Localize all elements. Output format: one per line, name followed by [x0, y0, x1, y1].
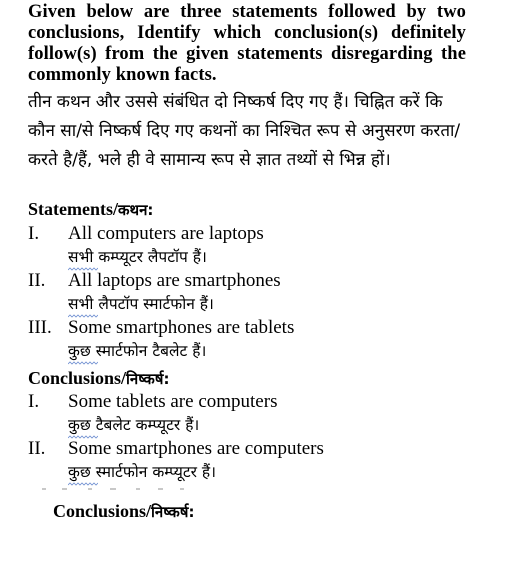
conclusions-heading [28, 367, 169, 390]
question-instructions-hindi: तीन कथन और उससे संबंधित दो निष्कर्ष दिए गए हैं। चिह्नित करें कि कौन सा/से निष्कर्ष दिए गए कथनों का निश्चित रूप से अनुसरण करता/करते है/हैं, भले ही वे सामान्य रूप से ज्ञात तथ्यों से भिन्न हों। [28, 92, 461, 170]
statement-text-hindi: सभी कम्प्यूटर लैपटॉप हैं। [68, 248, 207, 266]
statement-number: III. [28, 317, 52, 338]
statements-heading-hi: कथन: [117, 201, 154, 219]
conclusion-number: I. [28, 391, 40, 412]
conclusion-text-hindi: कुछ स्मार्टफोन कम्प्यूटर हैं। [68, 463, 217, 481]
conclusions-heading-en: Conclusions/ [28, 368, 127, 388]
statement-text-english: All laptops are smartphones [68, 270, 281, 291]
statement-text-hindi: सभी लैपटॉप स्मार्टफोन हैं। [68, 295, 214, 313]
bottom-heading-en: Conclusions/ [53, 501, 152, 521]
conclusion-text-english: Some smartphones are computers [68, 438, 324, 459]
statement-text-english: All computers are laptops [68, 223, 264, 244]
spellcheck-squiggle-icon [68, 361, 98, 365]
conclusion-number: II. [28, 438, 46, 459]
conclusions-heading-repeat [53, 500, 194, 523]
statements-heading-en: Statements/ [28, 199, 118, 219]
bottom-heading-hi: निष्कर्ष: [151, 503, 195, 521]
conclusions-heading-hi: निष्कर्ष: [126, 370, 170, 388]
cropped-text-remnant [40, 486, 190, 492]
question-instructions-english: Given below are three statements followed by two conclusions, Identify which conclusion(s) definitely follow(s) from the given statements disregarding the commonly known facts. [28, 2, 466, 85]
statement-number: I. [28, 223, 40, 244]
statement-number: II. [28, 270, 46, 291]
statement-text-english: Some smartphones are tablets [68, 317, 295, 338]
conclusion-text-hindi: कुछ टैबलेट कम्प्यूटर हैं। [68, 416, 200, 434]
conclusion-text-english: Some tablets are computers [68, 391, 278, 412]
statement-text-hindi: कुछ स्मार्टफोन टैबलेट हैं। [68, 342, 207, 360]
statements-heading [28, 198, 153, 221]
